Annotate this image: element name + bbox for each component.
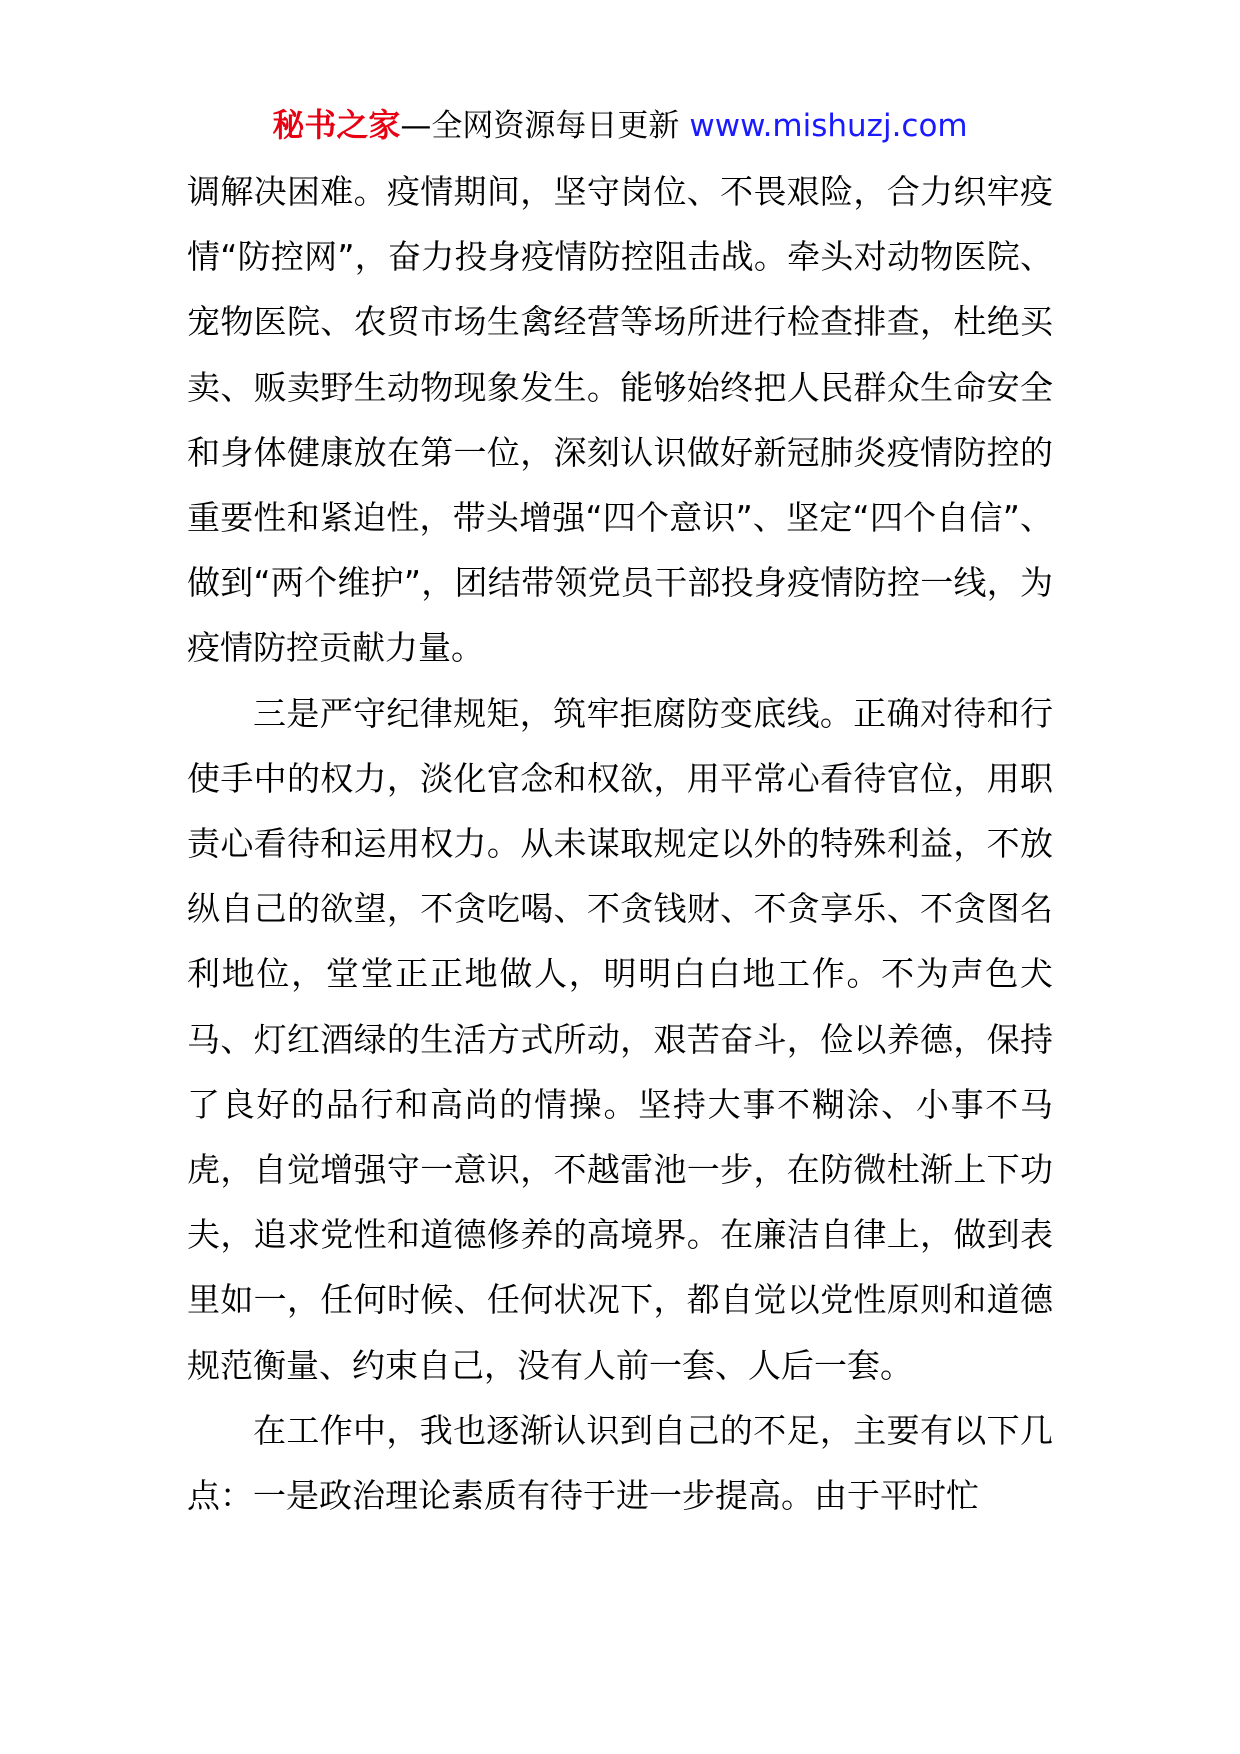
page-header — [0, 98, 1240, 152]
paragraph-discipline: 三是严守纪律规矩，筑牢拒腐防变底线。正确对待和行使手中的权力，淡化官念和权欲，用平常心看待官位，用职责心看待和运用权力。从未谋取规定以外的特殊利益，不放纵自己的欲望，不贪吃喝、不贪钱财、不贪享乐、不贪图名利地位，堂堂正正地做人，明明白白地工作。不为声色犬马、灯红酒绿的生活方式所动，艰苦奋斗，俭以养德，保持了良好的品行和高尚的情操。坚持大事不糊涂、小事不马虎，自觉增强守一意识，不越雷池一步，在防微杜渐上下功夫，追求党性和道德修养的高境界。在廉洁自律上，做到表里如一，任何时候、任何状况下，都自觉以党性原则和道德规范衡量、约束自己，没有人前一套、人后一套。 — [187, 693, 1053, 1385]
paragraph-shortcomings: 在工作中，我也逐渐认识到自己的不足，主要有以下几点：一是政治理论素质有待于进一步提高。由于平时忙 — [187, 1410, 1053, 1516]
paragraph-continued: 调解决困难。疫情期间，坚守岗位、不畏艰险，合力织牢疫情“防控网”，奋力投身疫情防控阻击战。牵头对动物医院、宠物医院、农贸市场生禽经营等场所进行检查排查，杜绝买卖、贩卖野生动物现象发生。能够始终把人民群众生命安全和身体健康放在第一位，深刻认识做好新冠肺炎疫情防控的重要性和紧迫性，带头增强“四个意识”、坚定“四个自信”、做到“两个维护”，团结带领党员干部投身疫情防控一线，为疫情防控贡献力量。 — [187, 172, 1053, 668]
site-url-link[interactable]: www.mishuzj.com — [689, 108, 968, 144]
document-body — [187, 159, 1053, 1528]
brand-name: 秘书之家 — [272, 106, 401, 144]
header-tagline: —全网资源每日更新 — [400, 108, 680, 144]
